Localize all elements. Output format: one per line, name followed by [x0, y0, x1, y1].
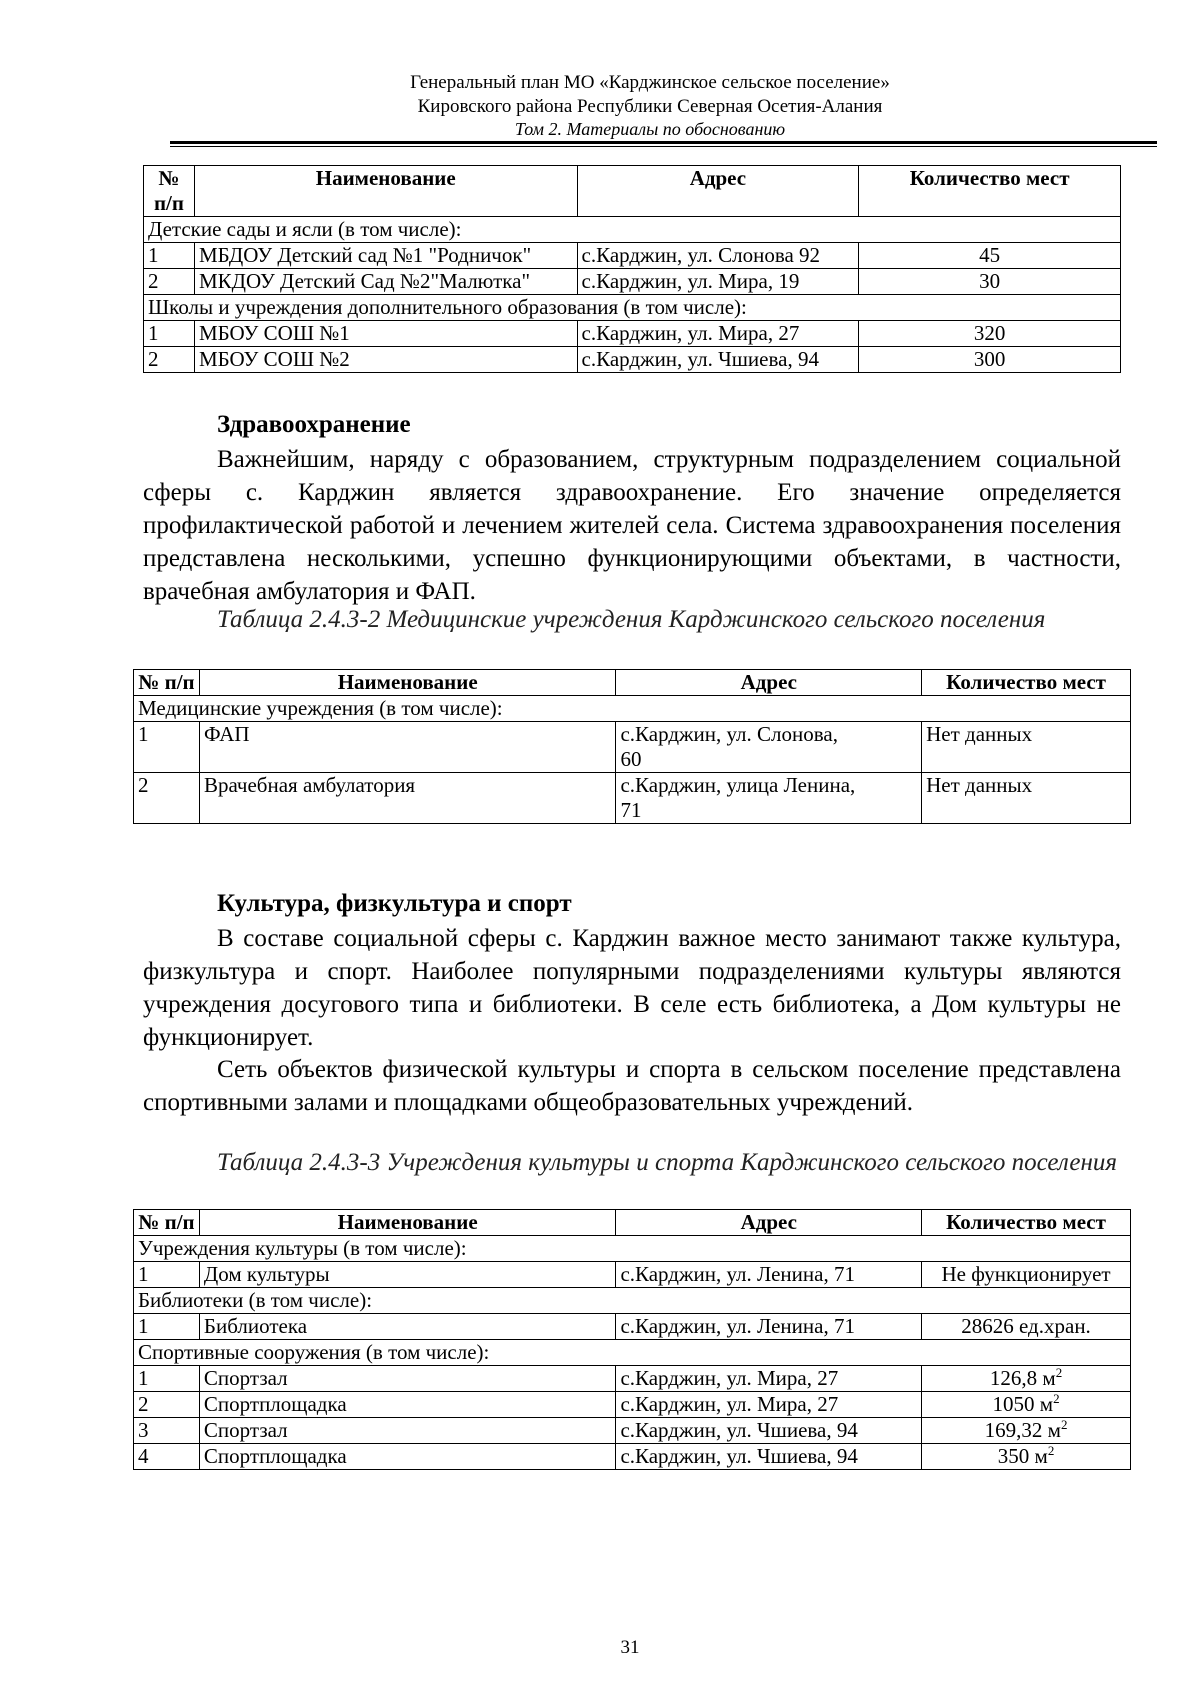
- cell-count: 30: [859, 269, 1121, 295]
- table3-caption: Таблица 2.4.3-3 Учреждения культуры и спорта Карджинского сельского поселения: [217, 1149, 1118, 1176]
- cell-num: 4: [134, 1444, 200, 1470]
- cell-count: Не функционирует: [922, 1262, 1131, 1288]
- cell-count: 300: [859, 347, 1121, 373]
- cell-address: с.Карджин, ул. Мира, 27: [616, 1392, 922, 1418]
- cell-address: с.Карджин, ул. Ленина, 71: [616, 1314, 922, 1340]
- cell-name: ФАП: [199, 722, 616, 773]
- cell-address: с.Карджин, ул. Слонова 92: [577, 243, 859, 269]
- cell-name: Библиотека: [199, 1314, 616, 1340]
- section-row: [134, 1236, 1131, 1262]
- unit-superscript: 2: [1060, 1417, 1068, 1432]
- table-row: [134, 1392, 1131, 1418]
- address-line2: 71: [620, 798, 642, 822]
- header-rule-thin: [170, 146, 1157, 147]
- table-row: [134, 773, 1131, 824]
- page-number: 31: [620, 1637, 640, 1658]
- cell-name: МКДОУ Детский Сад №2"Малютка": [194, 269, 577, 295]
- col-count-header: Количество мест: [859, 166, 1121, 217]
- table-row: [144, 321, 1121, 347]
- table-row: [134, 1262, 1131, 1288]
- col-name-header: Наименование: [194, 166, 577, 217]
- cell-address: с.Карджин, ул. Чшиева, 94: [577, 347, 859, 373]
- table-header-row: [144, 166, 1121, 217]
- col-num-header: № п/п: [134, 670, 200, 696]
- culture-heading: Культура, физкультура и спорт: [217, 890, 572, 917]
- table-row: [134, 722, 1131, 773]
- header-rule-thick: [170, 141, 1157, 144]
- cell-num: 2: [144, 269, 195, 295]
- area-value: 126,8 м: [989, 1366, 1056, 1390]
- area-value: 350 м: [997, 1444, 1048, 1468]
- table-row: [134, 1444, 1131, 1470]
- header-title-line2: Кировского района Республики Северная Осетия-Алания: [417, 96, 883, 117]
- section-row: [144, 295, 1121, 321]
- cell-count: [922, 1366, 1131, 1392]
- cell-num: 1: [134, 1262, 200, 1288]
- table-header-row: [134, 670, 1131, 696]
- health-paragraph: Важнейшим, наряду с образованием, структурным подразделением социальной сферы с. Карджин является здравоохранение. Его значение определяется профилактической работой и лечением жителей села. Система здравоохранения поселения представлена несколькими, успешно функционирующими объектами, в частности, врачебная амбулатория и ФАП.: [143, 446, 1121, 605]
- table-row: [144, 243, 1121, 269]
- section-medical: Медицинские учреждения (в том числе):: [134, 696, 1131, 722]
- cell-address: с.Карджин, ул. Мира, 19: [577, 269, 859, 295]
- health-heading: Здравоохранение: [217, 411, 411, 438]
- cell-name: МБОУ СОШ №1: [194, 321, 577, 347]
- cell-name: МБДОУ Детский сад №1 "Родничок": [194, 243, 577, 269]
- section-sports: Спортивные сооружения (в том числе):: [134, 1340, 1131, 1366]
- section-libraries: Библиотеки (в том числе):: [134, 1288, 1131, 1314]
- address-line1: с.Карджин, ул. Слонова,: [620, 722, 838, 746]
- medical-table: [133, 669, 1131, 824]
- cell-address: с.Карджин, ул. Ленина, 71: [616, 1262, 922, 1288]
- culture-paragraph-2: Сеть объектов физической культуры и спорта в сельском поселение представлена спортивными залами и площадками общеобразовательных учреждений.: [143, 1056, 1121, 1116]
- table-row: [134, 1418, 1131, 1444]
- table-row: [134, 1366, 1131, 1392]
- section-schools: Школы и учреждения дополнительного образования (в том числе):: [144, 295, 1121, 321]
- cell-count: 45: [859, 243, 1121, 269]
- section-row: [134, 1288, 1131, 1314]
- cell-num: 3: [134, 1418, 200, 1444]
- cell-address: с.Карджин, ул. Мира, 27: [577, 321, 859, 347]
- cell-count: Нет данных: [922, 773, 1131, 824]
- unit-superscript: 2: [1053, 1391, 1060, 1406]
- cell-name: Врачебная амбулатория: [199, 773, 616, 824]
- cell-count: Нет данных: [922, 722, 1131, 773]
- col-address-header: Адрес: [616, 670, 922, 696]
- address-line1: с.Карджин, улица Ленина,: [620, 773, 856, 797]
- col-address-header: Адрес: [577, 166, 859, 217]
- cell-address: с.Карджин, ул. Чшиева, 94: [616, 1418, 922, 1444]
- section-kindergartens: Детские сады и ясли (в том числе):: [144, 217, 1121, 243]
- table-header-row: [134, 1210, 1131, 1236]
- cell-address: [616, 773, 922, 824]
- cell-count: [922, 1392, 1131, 1418]
- header-volume-line: Том 2. Материалы по обоснованию: [514, 119, 786, 139]
- table2-caption: Таблица 2.4.3-2 Медицинские учреждения Карджинского сельского поселения: [217, 606, 1046, 633]
- section-row: [144, 217, 1121, 243]
- cell-name: МБОУ СОШ №2: [194, 347, 577, 373]
- cell-count: 28626 ед.хран.: [922, 1314, 1131, 1340]
- cell-count: [922, 1444, 1131, 1470]
- cell-num: 1: [144, 321, 195, 347]
- unit-superscript: 2: [1055, 1365, 1063, 1380]
- cell-num: 1: [144, 243, 195, 269]
- col-count-header: Количество мест: [922, 1210, 1131, 1236]
- table-row: [144, 347, 1121, 373]
- cell-name: Дом культуры: [199, 1262, 616, 1288]
- table-row: [144, 269, 1121, 295]
- section-culture: Учреждения культуры (в том числе):: [134, 1236, 1131, 1262]
- section-row: [134, 696, 1131, 722]
- address-line2: 60: [620, 747, 642, 771]
- cell-num: 1: [134, 1366, 200, 1392]
- cell-num: 2: [144, 347, 195, 373]
- unit-superscript: 2: [1047, 1443, 1055, 1458]
- cell-name: Спортплощадка: [199, 1392, 616, 1418]
- cell-num: 2: [134, 773, 200, 824]
- col-name-header: Наименование: [199, 1210, 616, 1236]
- cell-count: 320: [859, 321, 1121, 347]
- cell-name: Спортзал: [199, 1418, 616, 1444]
- cell-address: с.Карджин, ул. Мира, 27: [616, 1366, 922, 1392]
- col-num-header: № п/п: [134, 1210, 200, 1236]
- cell-num: 1: [134, 722, 200, 773]
- cell-count: [922, 1418, 1131, 1444]
- section-row: [134, 1340, 1131, 1366]
- col-count-header: Количество мест: [922, 670, 1131, 696]
- table-row: [134, 1314, 1131, 1340]
- cell-num: 2: [134, 1392, 200, 1418]
- col-num-header: № п/п: [144, 166, 195, 217]
- cell-name: Спортзал: [199, 1366, 616, 1392]
- cell-num: 1: [134, 1314, 200, 1340]
- area-value: 169,32 м: [984, 1418, 1061, 1442]
- education-table: [143, 165, 1121, 373]
- cell-name: Спортплощадка: [199, 1444, 616, 1470]
- col-name-header: Наименование: [199, 670, 616, 696]
- area-value: 1050 м: [992, 1392, 1054, 1416]
- cell-address: с.Карджин, ул. Чшиева, 94: [616, 1444, 922, 1470]
- culture-sport-table: [133, 1209, 1131, 1470]
- cell-address: [616, 722, 922, 773]
- culture-paragraph-1: В составе социальной сферы с. Карджин важное место занимают также культура, физкультура и спорт. Наиболее популярными подразделениями культуры являются учреждения досугового типа и библиотеки. В селе есть библиотека, а Дом культуры не функционирует.: [143, 925, 1121, 1051]
- col-address-header: Адрес: [616, 1210, 922, 1236]
- header-title-line1: Генеральный план МО «Карджинское сельское поселение»: [410, 72, 890, 93]
